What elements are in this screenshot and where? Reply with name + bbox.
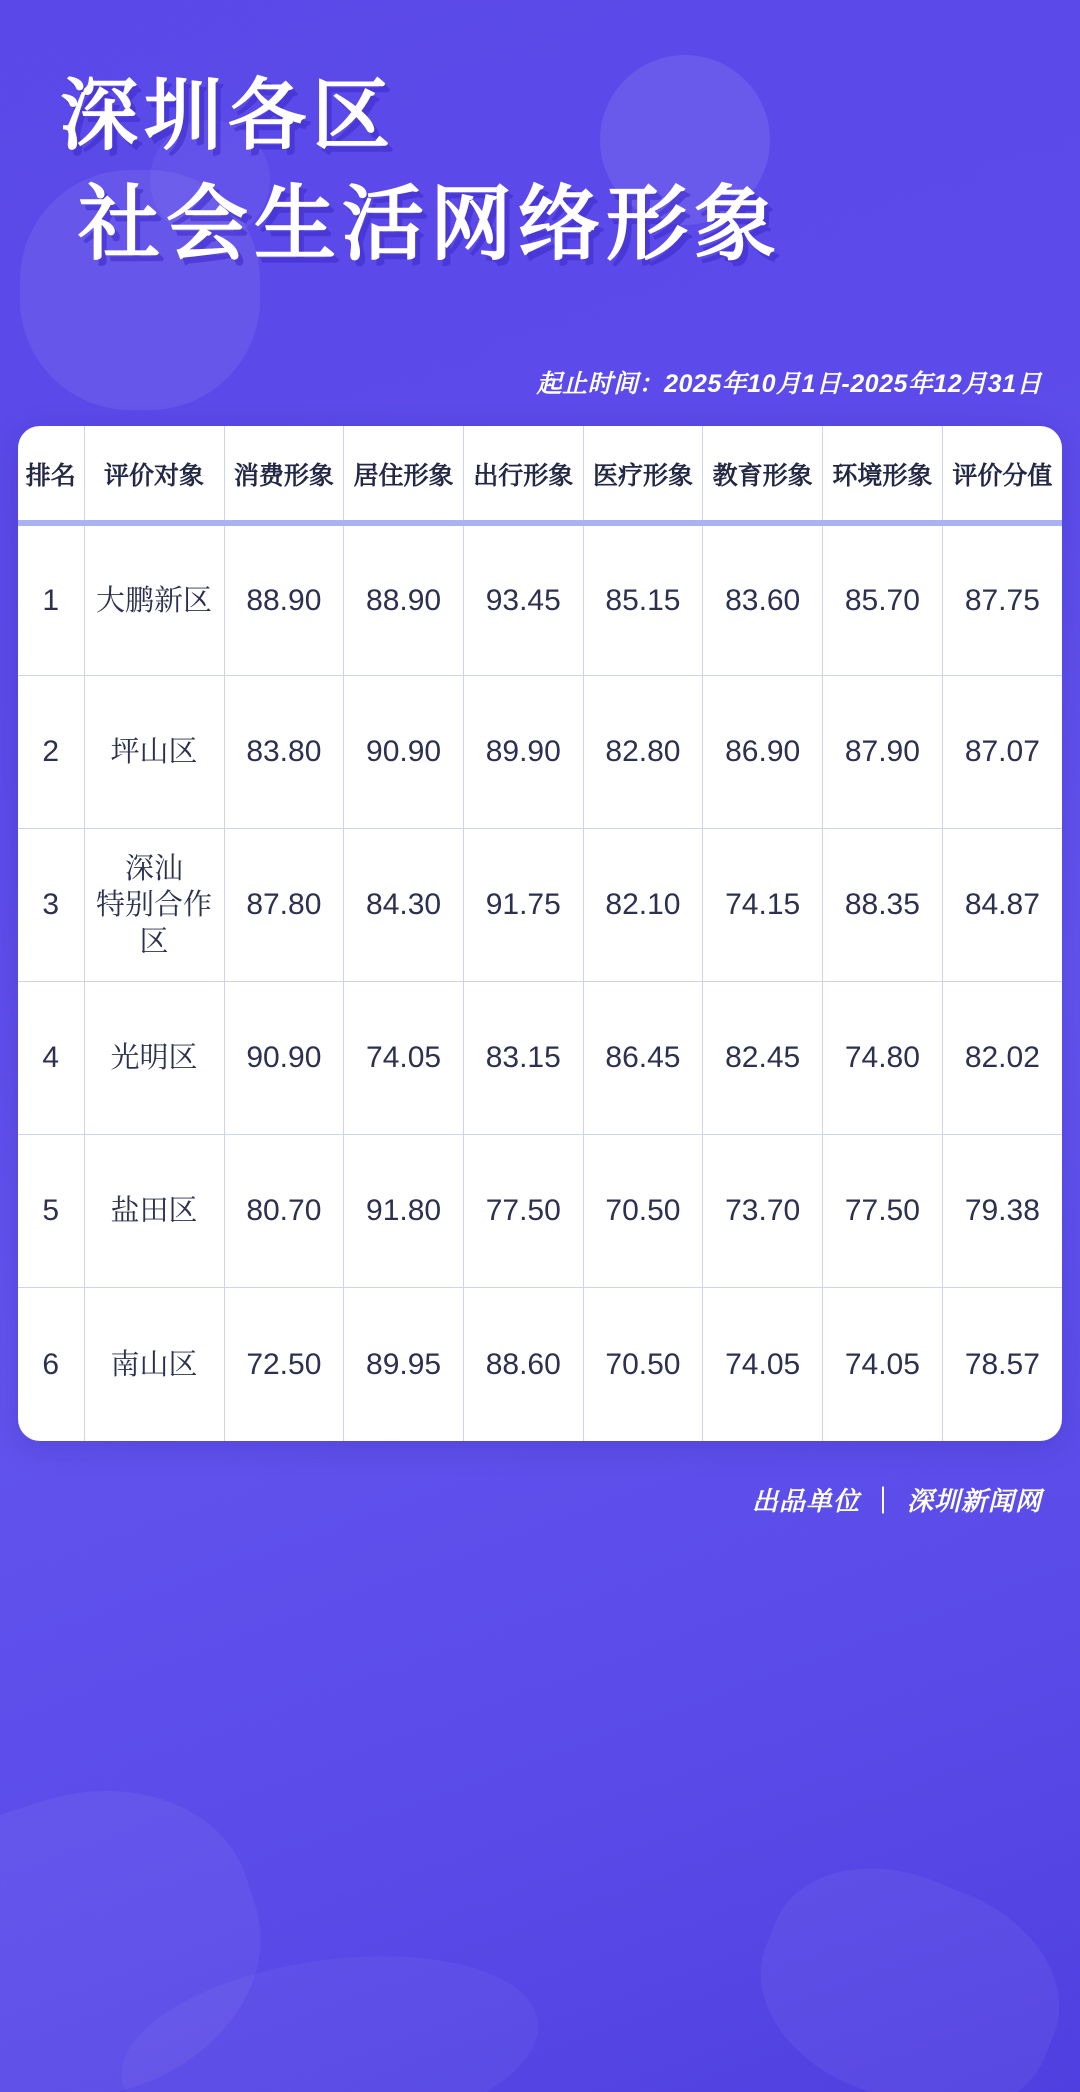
cell-score: 83.60: [703, 523, 823, 676]
cell-score: 84.87: [942, 829, 1062, 982]
footer-separator: ｜: [869, 1485, 897, 1516]
cell-rank: 1: [18, 523, 84, 676]
cell-score: 89.90: [463, 676, 583, 829]
cell-score: 74.05: [823, 1288, 943, 1441]
column-header-medical: 医疗形象: [583, 426, 703, 523]
cell-score: 90.90: [344, 676, 464, 829]
cell-score: 78.57: [964, 1347, 1040, 1381]
cell-score: 85.70: [823, 523, 943, 676]
cell-score: 77.50: [823, 1135, 943, 1288]
column-header-subject: 评价对象: [84, 426, 224, 523]
cell-score: 70.50: [583, 1135, 703, 1288]
table-row: [18, 829, 1062, 982]
cell-score: 82.02: [942, 982, 1062, 1135]
cell-score: 74.80: [823, 982, 943, 1135]
table-row: [18, 676, 1062, 829]
cell-score: 82.45: [703, 982, 823, 1135]
decorative-shape-4: [0, 1749, 297, 2092]
cell-rank: 4: [18, 982, 84, 1135]
cell-score: 86.90: [703, 676, 823, 829]
cell-score: 90.90: [224, 982, 344, 1135]
decorative-shape-6: [110, 1932, 551, 2092]
column-header-education: 教育形象: [703, 426, 823, 523]
cell-score: 89.95: [344, 1288, 464, 1441]
cell-rank: 2: [18, 676, 84, 829]
page-title-line-2: 社会生活网络形象: [78, 176, 783, 272]
cell-score: 84.30: [344, 829, 464, 982]
cell-score: 87.75: [942, 523, 1062, 676]
cell-score: 83.80: [224, 676, 344, 829]
cell-score: 88.35: [823, 829, 943, 982]
cell-score: 91.75: [463, 829, 583, 982]
cell-score: 87.07: [942, 676, 1062, 829]
table-head: [18, 426, 1062, 523]
cell-subject: 盐田区: [84, 1135, 224, 1288]
cell-score: 73.70: [703, 1135, 823, 1288]
ranking-table: [18, 426, 1062, 1441]
cell-score: 80.70: [224, 1135, 344, 1288]
cell-subject: 南山区: [84, 1288, 224, 1441]
decorative-shape-5: [730, 1832, 1080, 2092]
table-body: [18, 523, 1062, 1441]
cell-score: 83.15: [463, 982, 583, 1135]
column-header-housing: 居住形象: [344, 426, 464, 523]
cell-rank: 5: [18, 1135, 84, 1288]
cell-rank: 3: [18, 829, 84, 982]
cell-score: 87.90: [823, 676, 943, 829]
table-row: [18, 1288, 1062, 1441]
column-header-transport: 出行形象: [463, 426, 583, 523]
period-label: 起止时间：2025年10月1日-2025年12月31日: [536, 369, 1042, 398]
cell-score: 79.38: [942, 1135, 1062, 1288]
cell-score: 70.50: [583, 1288, 703, 1441]
cell-score: 93.45: [463, 523, 583, 676]
cell-rank: 6: [18, 1288, 84, 1441]
column-header-environment: 环境形象: [823, 426, 943, 523]
cell-subject: 光明区: [84, 982, 224, 1135]
table-row: [18, 1135, 1062, 1288]
footer-organization: 深圳新闻网: [906, 1485, 1042, 1516]
cell-score: 91.80: [344, 1135, 464, 1288]
cell-score: 88.90: [224, 523, 344, 676]
cell-score: 82.10: [583, 829, 703, 982]
cell-score: 87.80: [224, 829, 344, 982]
cell-score: 88.90: [344, 523, 464, 676]
cell-score: 74.05: [703, 1288, 823, 1441]
cell-score: 82.80: [583, 676, 703, 829]
table-row: [18, 523, 1062, 676]
table-row: [18, 982, 1062, 1135]
cell-subject: 大鹏新区: [84, 523, 224, 676]
column-header-total: 评价分值: [942, 426, 1062, 523]
cell-score: 72.50: [224, 1288, 344, 1441]
column-header-consumption: 消费形象: [224, 426, 344, 523]
cell-score: 74.15: [703, 829, 823, 982]
poster-header: [0, 0, 1080, 272]
ranking-table-card: [18, 426, 1062, 1441]
footer: [0, 1481, 1080, 1518]
column-header-rank: 排名: [18, 426, 84, 523]
cell-score: 88.60: [463, 1288, 583, 1441]
cell-subject: 深汕 特别合作区: [84, 829, 224, 982]
cell-score: 74.05: [344, 982, 464, 1135]
cell-score: 77.50: [463, 1135, 583, 1288]
cell-score: 86.45: [583, 982, 703, 1135]
page-title-line-1: 深圳各区: [60, 71, 397, 161]
footer-label: 出品单位: [751, 1485, 860, 1516]
table-header-row: [18, 426, 1062, 523]
cell-score: 85.15: [583, 523, 703, 676]
cell-subject: 坪山区: [84, 676, 224, 829]
